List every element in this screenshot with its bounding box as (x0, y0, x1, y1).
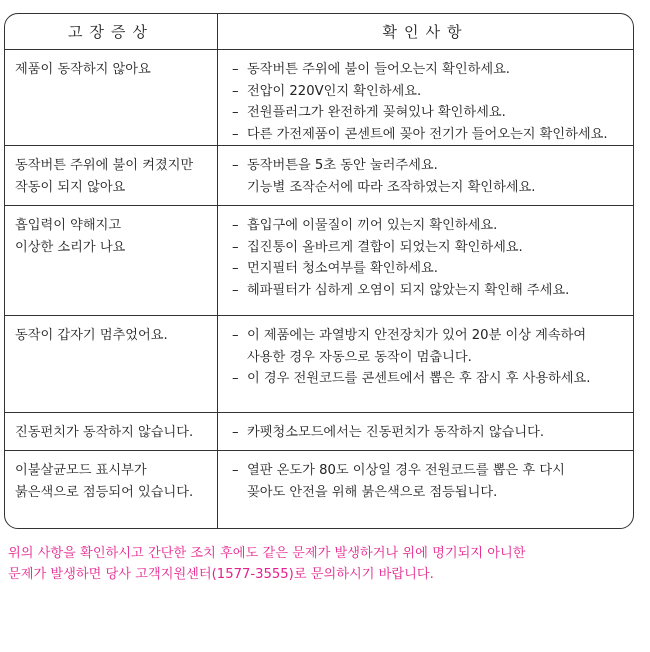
symptom-text: 제품이 동작하지 않아요 (15, 62, 151, 77)
symptom-cell (5, 146, 218, 206)
check-item: – 집진통이 올바르게 결합이 되었는지 확인하세요. (232, 239, 523, 255)
check-item: – 열판 온도가 80도 이상일 경우 전원코드를 뽑은 후 다시 (232, 463, 565, 478)
table-row (5, 206, 633, 316)
check-item: – 전원플러그가 완전하게 꽂혀있나 확인하세요. (232, 105, 506, 120)
check-item: – 이 경우 전원코드를 콘센트에서 뽑은 후 잠시 후 사용하세요. (232, 371, 591, 386)
check-cell (218, 413, 634, 451)
symptom-text: 흡입력이 약해지고 (15, 218, 122, 233)
notice-line: 위의 사항을 확인하시고 간단한 조치 후에도 같은 문제가 발생하거나 위에 명기되지 아니한 (8, 546, 526, 561)
check-item: – 전압이 220V인지 확인하세요. (232, 83, 422, 99)
symptom-text: 이불살균모드 표시부가 (15, 463, 147, 478)
check-cell (218, 316, 634, 413)
check-item: – 이 제품에는 과열방지 안전장치가 있어 20분 이상 계속하여 (232, 328, 587, 343)
troubleshooting-grid (5, 14, 633, 529)
symptom-cell (5, 50, 218, 146)
check-item-continued: 꽂아도 안전을 위해 붉은색으로 점등됩니다. (247, 484, 498, 500)
check-item: – 동작버튼을 5초 동안 눌러주세요. (232, 158, 438, 173)
check-item-continued: 사용한 경우 자동으로 동작이 멈춥니다. (247, 349, 472, 365)
check-item-continued: 기능별 조작순서에 따라 조작하였는지 확인하세요. (247, 179, 536, 195)
symptom-text: 작동이 되지 않아요 (15, 179, 126, 195)
symptom-text: 동작이 갑자기 멈추었어요. (15, 328, 168, 343)
check-item: – 흡입구에 이물질이 끼어 있는지 확인하세요. (232, 218, 498, 233)
check-item: – 다른 가전제품이 콘센트에 꽂아 전기가 들어오는지 확인하세요. (232, 126, 608, 142)
symptom-text: 동작버튼 주위에 불이 켜졌지만 (15, 158, 194, 173)
notice-line: 문제가 발생하면 당사 고객지원센터(1577-3555)로 문의하시기 바랍니다. (8, 567, 434, 582)
symptom-cell (5, 206, 218, 316)
check-item: – 먼지필터 청소여부를 확인하세요. (232, 261, 438, 276)
check-cell (218, 50, 634, 146)
check-cell (218, 146, 634, 206)
customer-support-notice (8, 543, 525, 585)
symptom-header: 고장증상 (5, 14, 218, 50)
check-item: – 카펫청소모드에서는 진동펀치가 동작하지 않습니다. (232, 425, 545, 440)
symptom-cell (5, 413, 218, 451)
table-row (5, 146, 633, 206)
troubleshooting-table (4, 13, 634, 529)
header-row (5, 14, 633, 50)
symptom-cell (5, 451, 218, 530)
symptom-text: 이상한 소리가 나요 (15, 239, 126, 255)
symptom-cell (5, 316, 218, 413)
table-row (5, 316, 633, 413)
check-cell (218, 206, 634, 316)
table-row (5, 413, 633, 451)
table-row (5, 50, 633, 146)
symptom-text: 붉은색으로 점등되어 있습니다. (15, 484, 194, 500)
table-row (5, 451, 633, 530)
symptom-text: 진동펀치가 동작하지 않습니다. (15, 425, 194, 440)
check-item: – 동작버튼 주위에 불이 들어오는지 확인하세요. (232, 62, 511, 77)
check-cell (218, 451, 634, 530)
check-header: 확인사항 (218, 14, 634, 50)
check-item: – 헤파필터가 심하게 오염이 되지 않았는지 확인해 주세요. (232, 282, 570, 298)
